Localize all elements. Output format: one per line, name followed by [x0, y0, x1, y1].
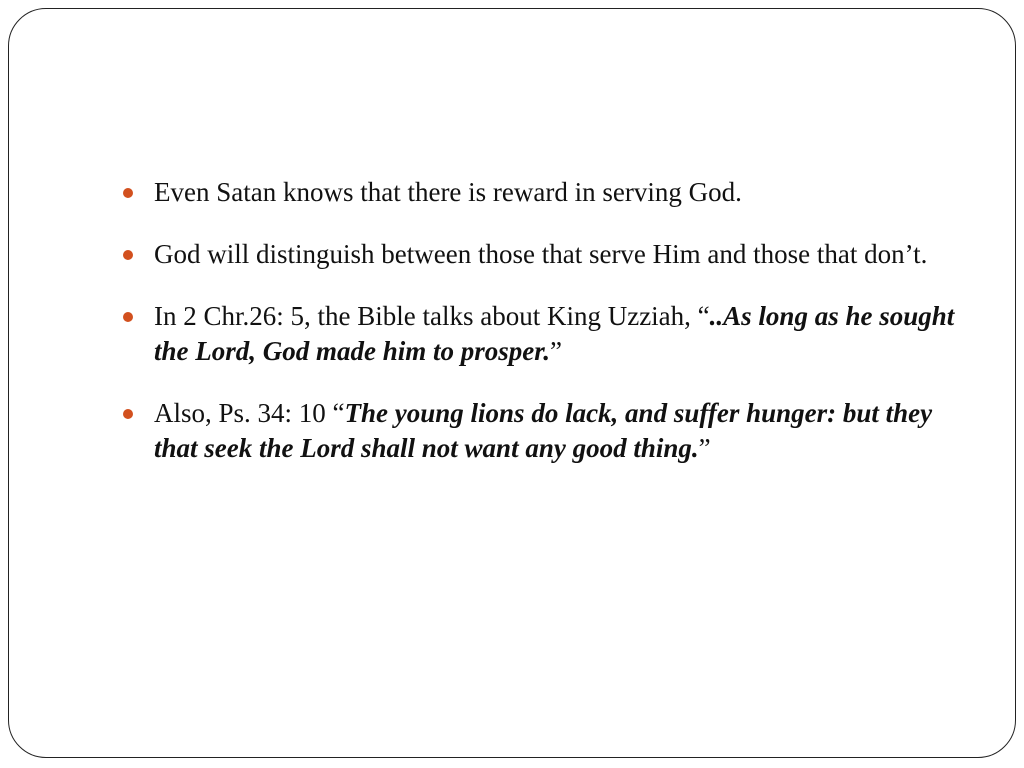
- bullet-item-4: [121, 396, 971, 466]
- quote-open: “: [697, 301, 710, 331]
- scripture-quote: ..As long as he sought the Lord, God made him to prosper.: [154, 301, 955, 366]
- bullet-item-2: [121, 237, 971, 272]
- bullet-list: [121, 175, 971, 493]
- bullet-dot-icon: [123, 250, 133, 260]
- bullet-text: God will distinguish between those that serve Him and those that don’t.: [154, 239, 928, 269]
- quote-close: ”: [698, 433, 711, 463]
- slide-frame: [8, 8, 1016, 758]
- bullet-text: Even Satan knows that there is reward in serving God.: [154, 177, 742, 207]
- bullet-item-1: [121, 175, 971, 210]
- bullet-dot-icon: [123, 409, 133, 419]
- bullet-text: In 2 Chr.26: 5, the Bible talks about King Uzziah,: [154, 301, 698, 331]
- quote-open: “: [332, 398, 345, 428]
- scripture-quote: The young lions do lack, and suffer hunger: but they that seek the Lord shall not want any good thing.: [154, 398, 933, 463]
- bullet-dot-icon: [123, 312, 133, 322]
- bullet-item-3: [121, 299, 971, 369]
- quote-close: ”: [550, 336, 563, 366]
- bullet-dot-icon: [123, 188, 133, 198]
- bullet-text: Also, Ps. 34: 10: [154, 398, 333, 428]
